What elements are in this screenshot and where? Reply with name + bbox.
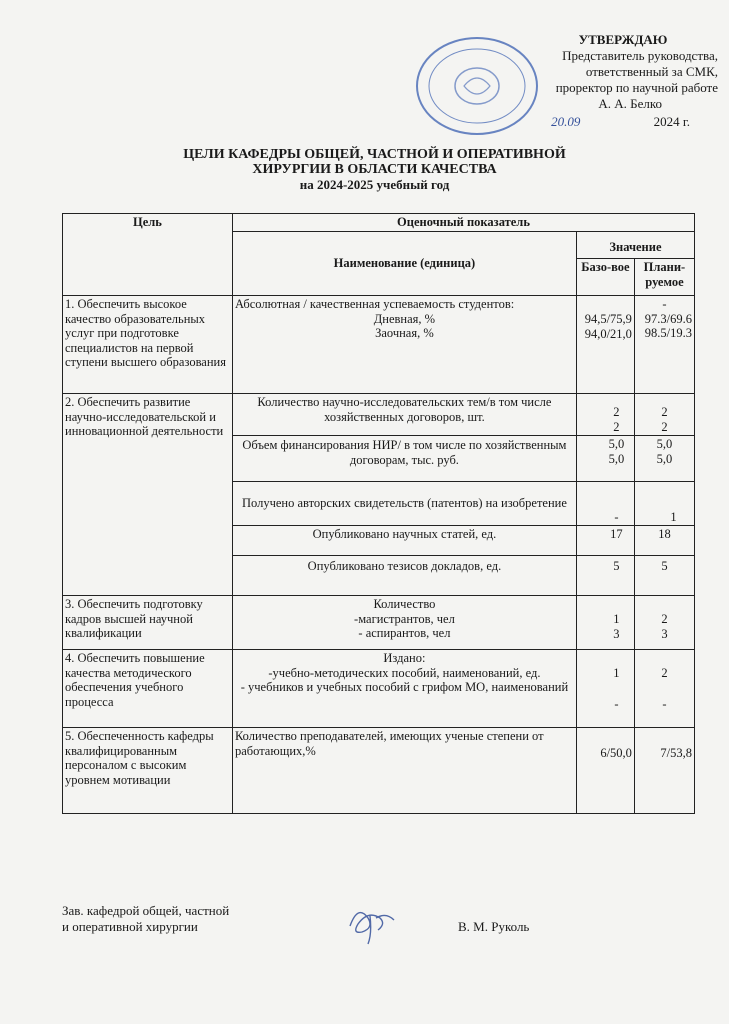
plan-value: 2	[661, 666, 668, 680]
indicator-cell: Объем финансирования НИР/ в том числе по хозяйственным договорам, тыс. руб.	[232, 436, 576, 482]
base-cell	[576, 650, 634, 728]
plan-value: 2	[661, 612, 668, 626]
plan-cell: 18	[634, 526, 694, 556]
indicator-cell: Получено авторских свидетельств (патентов) на изобретение	[232, 482, 576, 526]
approval-heading: УТВЕРЖДАЮ	[578, 32, 668, 47]
approval-date-line	[468, 114, 718, 130]
plan-cell	[634, 596, 694, 650]
footer-name: В. М. Руколь	[458, 919, 530, 934]
base-cell: -	[576, 482, 634, 526]
footer-line-2: и оперативной хирургии	[62, 919, 198, 934]
base-cell	[576, 596, 634, 650]
header-value: Значение	[576, 231, 694, 259]
approval-block	[468, 32, 718, 130]
indicator-line: -учебно-методических пособий, наименований, ед.	[268, 665, 541, 680]
approval-year: 2024 г.	[653, 114, 690, 129]
indicator-cell: Опубликовано тезисов докладов, ед.	[232, 556, 576, 596]
indicator-cell	[232, 596, 576, 650]
base-cell	[576, 296, 634, 394]
indicator-main: Количество	[373, 597, 436, 611]
indicator-line: Заочная, %	[375, 326, 434, 340]
goal-cell: 4. Обеспечить повышение качества методического обеспечения учебного процесса	[63, 650, 233, 728]
indicator-line: Дневная, %	[373, 311, 436, 326]
base-value: 1	[613, 666, 620, 680]
plan-cell	[634, 650, 694, 728]
plan-cell	[634, 296, 694, 394]
indicator-cell	[232, 650, 576, 728]
base-value: -	[614, 696, 619, 711]
goal-cell: 5. Обеспеченность кафедры квалифицированным персоналом с высоким уровнем мотивации	[63, 728, 233, 814]
indicator-line: - аспирантов, чел	[358, 626, 451, 640]
base-value: 94,0/21,0	[584, 326, 632, 341]
footer-block	[62, 903, 722, 935]
header-indicator: Оценочный показатель	[232, 214, 694, 232]
plan-value: -	[662, 696, 667, 711]
table-row	[63, 650, 695, 728]
goal-cell: 2. Обеспечить развитие научно-исследовательской и инновационной деятельности	[63, 394, 233, 596]
plan-cell: 5	[634, 556, 694, 596]
plan-value: 97.3/69.6	[644, 311, 692, 326]
base-value: 2	[613, 419, 620, 434]
table-row	[63, 296, 695, 394]
header-goal: Цель	[63, 214, 233, 296]
plan-value: 5,0	[656, 437, 673, 451]
base-value: 5,0	[608, 451, 625, 466]
header-base: Базо-вое	[576, 259, 634, 296]
approval-handwritten-date: 20.09	[551, 114, 581, 129]
base-value: 94,5/75,9	[584, 312, 632, 326]
plan-value: 3	[661, 626, 668, 641]
approval-line-1: Представитель руководства,	[562, 48, 718, 63]
header-plan: Плани-руемое	[634, 259, 694, 296]
goal-cell: 3. Обеспечить подготовку кадров высшей научной квалификации	[63, 596, 233, 650]
approval-line-3: проректор по научной работе	[555, 80, 718, 95]
indicator-cell: Опубликовано научных статей, ед.	[232, 526, 576, 556]
header-name: Наименование (единица)	[232, 231, 576, 296]
indicator-main: Издано:	[383, 651, 426, 665]
goal-cell: 1. Обеспечить высокое качество образовательных услуг при подготовке специалистов на первой ступени высшего образования	[63, 296, 233, 394]
document-title	[100, 147, 649, 192]
base-value: 1	[613, 612, 620, 626]
plan-value: 5,0	[656, 451, 673, 466]
base-cell: 17	[576, 526, 634, 556]
plan-cell	[634, 394, 694, 436]
plan-cell	[634, 436, 694, 482]
plan-value: 2	[661, 419, 668, 434]
footer-line-1: Зав. кафедрой общей, частной	[62, 903, 230, 918]
plan-value: -	[662, 297, 667, 311]
table-row	[63, 596, 695, 650]
indicator-cell: Количество научно-исследовательских тем/в том числе хозяйственных договоров, шт.	[232, 394, 576, 436]
base-value: 5,0	[608, 437, 625, 451]
indicator-main: Абсолютная / качественная успеваемость студентов:	[234, 297, 515, 311]
plan-cell: 1	[634, 482, 694, 526]
indicator-line: - учебников и учебных пособий с грифом МО, наименований	[240, 680, 569, 694]
approval-name: А. А. Белко	[598, 96, 662, 111]
indicator-line: -магистрантов, чел	[354, 611, 455, 626]
base-cell: 6/50,0	[576, 728, 634, 814]
base-cell	[576, 394, 634, 436]
plan-cell: 7/53,8	[634, 728, 694, 814]
approval-line-2: ответственный за СМК,	[585, 64, 718, 79]
plan-value: 2	[661, 405, 668, 419]
table-row	[63, 728, 695, 814]
plan-value: 98.5/19.3	[644, 326, 692, 340]
indicator-cell: Количество преподавателей, имеющих ученые степени от работающих,%	[232, 728, 576, 814]
title-line-3: на 2024-2025 учебный год	[299, 177, 450, 192]
base-value: 3	[613, 626, 620, 641]
base-cell: 5	[576, 556, 634, 596]
title-line-1: ЦЕЛИ КАФЕДРЫ ОБЩЕЙ, ЧАСТНОЙ И ОПЕРАТИВНОЙ	[183, 147, 566, 162]
base-cell	[576, 436, 634, 482]
base-value: 2	[613, 405, 620, 419]
indicator-cell	[232, 296, 576, 394]
goals-table	[62, 213, 695, 814]
table-row	[63, 394, 695, 436]
title-line-2: ХИРУРГИИ В ОБЛАСТИ КАЧЕСТВА	[252, 162, 497, 177]
